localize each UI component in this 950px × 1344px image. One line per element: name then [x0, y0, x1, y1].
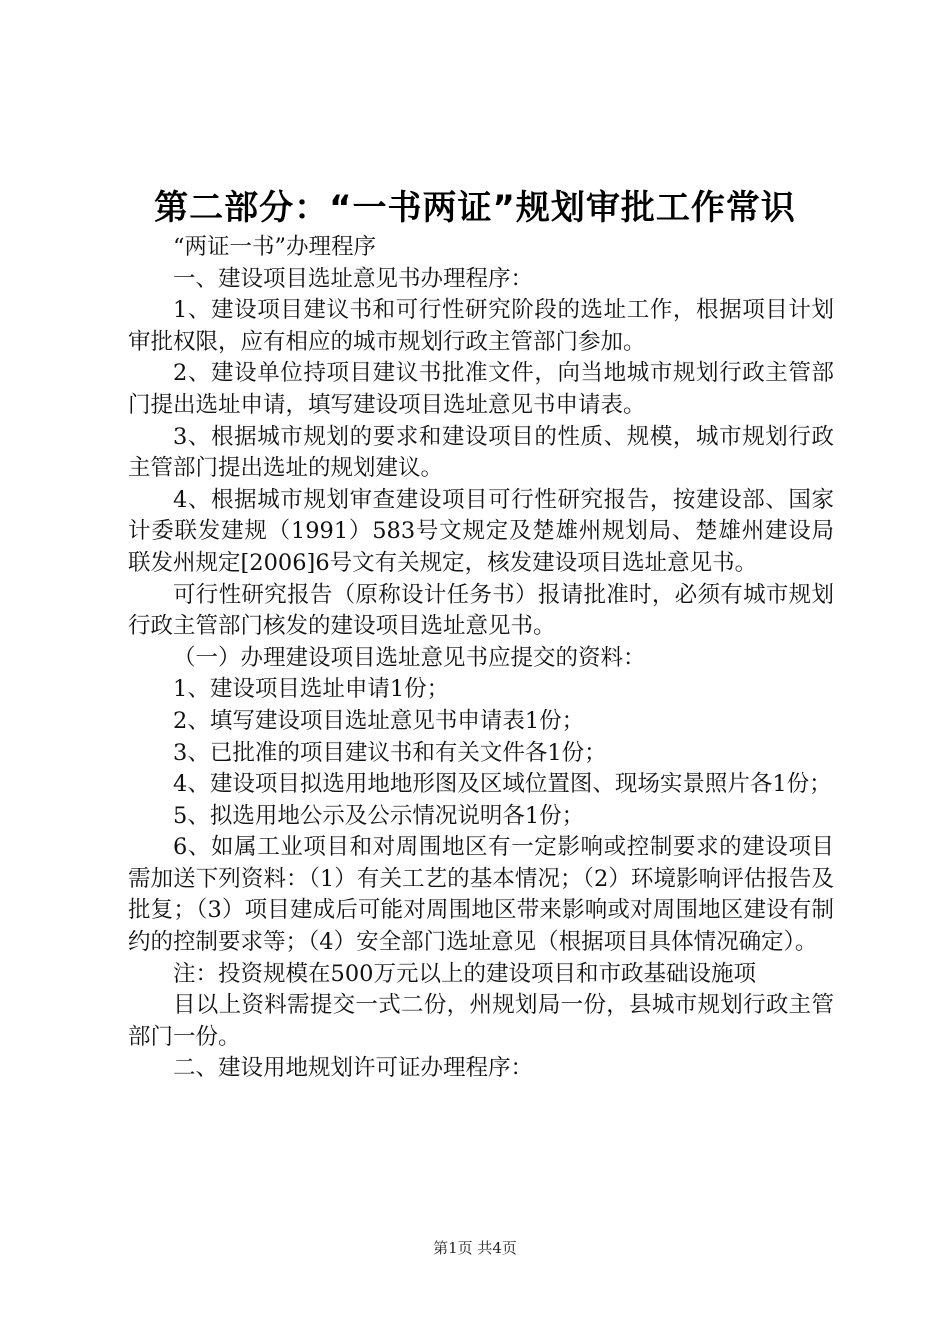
- list-item-material-6: 6、如属工业项目和对周围地区有一定影响或控制要求的建设项目需加送下列资料：（1）有关工艺的基本情况；（2）环境影响评估报告及批复；（3）项目建成后可能对周围地区带来影响或对周围地区建设有制约的控制要求等；（4）安全部门选址意见（根据项目具体情况确定）。: [128, 834, 834, 956]
- paragraph-investment-note: 注：投资规模在500万元以上的建设项目和市政基础设施项: [173, 960, 756, 987]
- list-item-material-2: 2、填写建设项目选址意见书申请表1份；: [173, 707, 585, 734]
- document-body: [128, 232, 834, 1085]
- section-heading-site-selection: 一、建设项目选址意见书办理程序：: [173, 265, 534, 292]
- paragraph-step-3: 3、根据城市规划的要求和建设项目的性质、规模，城市规划行政主管部门提出选址的规划建议。: [128, 423, 834, 482]
- list-item-material-5: 5、拟选用地公示及公示情况说明各1份；: [173, 802, 585, 829]
- subsection-heading-materials: （一）办理建设项目选址意见书应提交的资料：: [173, 644, 646, 671]
- paragraph-procedure-heading: “两证一书”办理程序: [173, 234, 377, 260]
- list-item-material-1: 1、建设项目选址申请1份；: [173, 676, 450, 703]
- list-item-material-4: 4、建设项目拟选用地地形图及区域位置图、现场实景照片各1份；: [173, 771, 832, 798]
- page-footer: 第1页 共4页: [433, 1239, 517, 1257]
- paragraph-step-4: 4、根据城市规划审查建设项目可行性研究报告，按建设部、国家计委联发建规（1991）583号文规定及楚雄州规划局、楚雄州建设局联发州规定[2006]6号文有关规定，核发建设项目选址意见书。: [128, 486, 834, 576]
- paragraph-step-2: 2、建设单位持项目建议书批准文件，向当地城市规划行政主管部门提出选址申请，填写建设项目选址意见书申请表。: [128, 360, 834, 418]
- list-item-material-3: 3、已批准的项目建议书和有关文件各1份；: [173, 739, 607, 766]
- paragraph-feasibility-note: 可行性研究报告（原称设计任务书）报请批准时，必须有城市规划行政主管部门核发的建设项目选址意见书。: [128, 581, 834, 640]
- paragraph-copies-note: 目以上资料需提交一式二份，州规划局一份，县城市规划行政主管部门一份。: [128, 992, 834, 1050]
- document-title: 第二部分：“一书两证”规划审批工作常识: [154, 188, 796, 228]
- paragraph-step-1: 1、建设项目建议书和可行性研究阶段的选址工作，根据项目计划审批权限，应有相应的城市规划行政主管部门参加。: [128, 297, 834, 355]
- section-heading-land-use-permit: 二、建设用地规划许可证办理程序：: [173, 1055, 534, 1082]
